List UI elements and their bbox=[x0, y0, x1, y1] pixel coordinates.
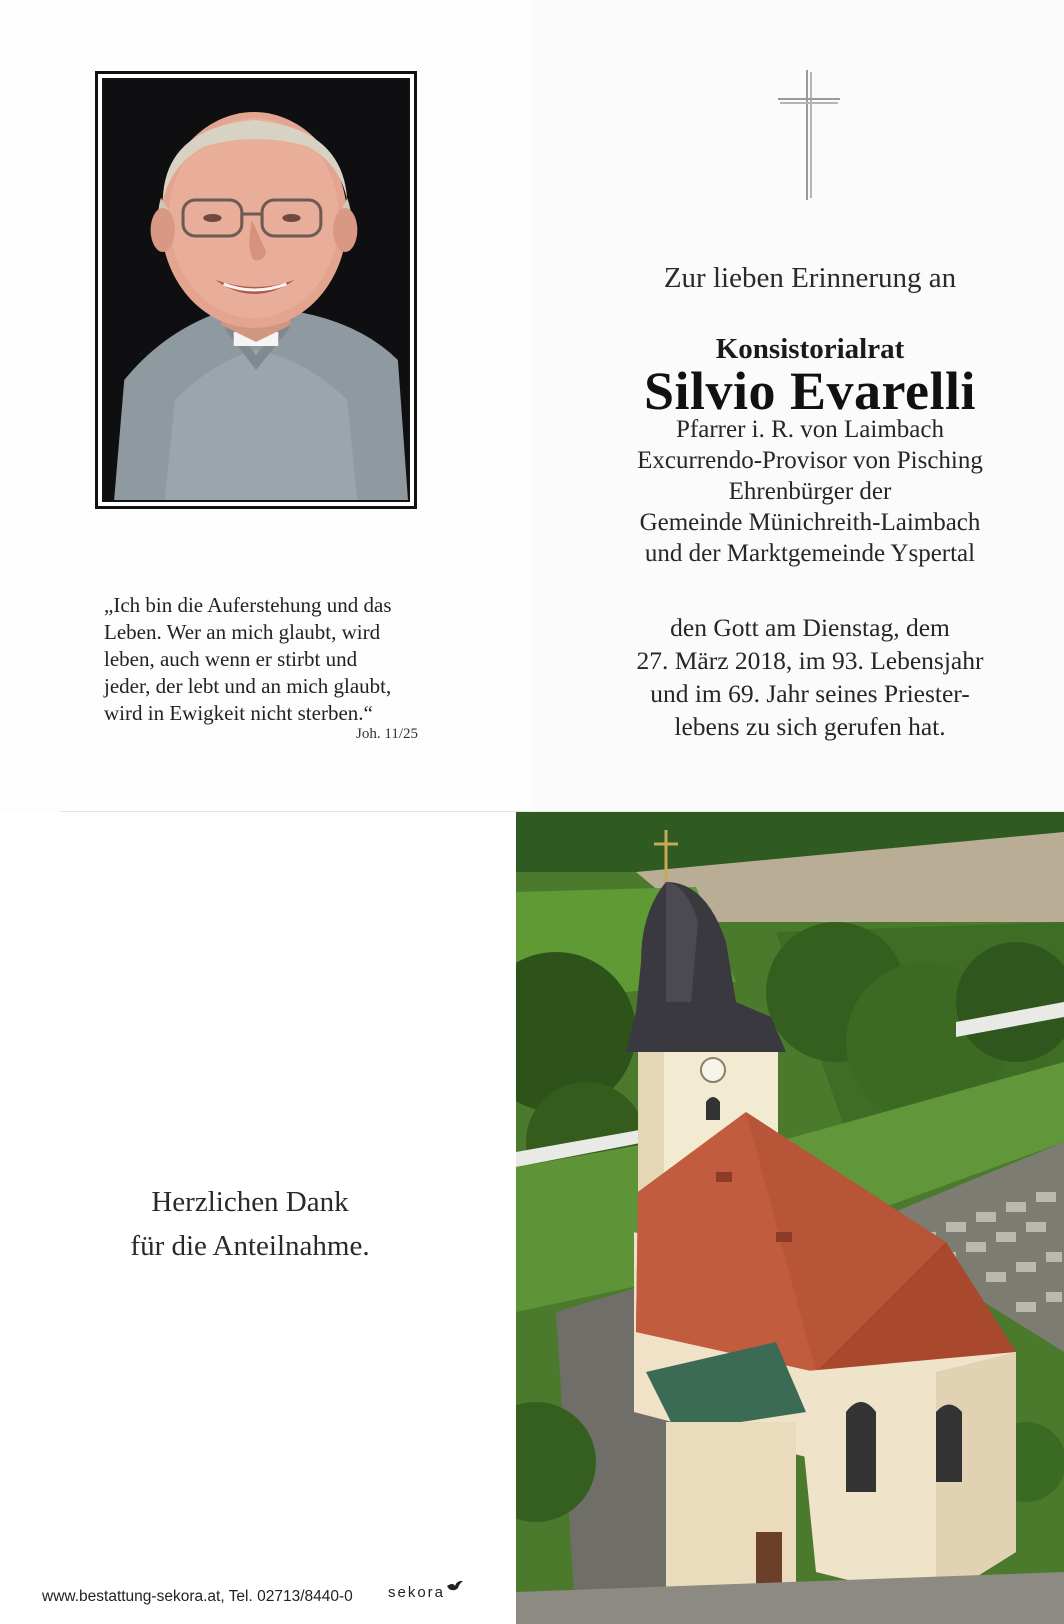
portrait-photo-frame bbox=[95, 71, 417, 509]
deceased-name: Silvio Evarelli bbox=[643, 361, 977, 421]
bible-quote bbox=[104, 592, 434, 727]
quote-reference: Joh. 11/25 bbox=[356, 726, 418, 742]
death-line: und im 69. Jahr seines Priester- bbox=[650, 679, 970, 708]
roles-list bbox=[560, 414, 1060, 569]
role-line: und der Marktgemeinde Yspertal bbox=[644, 540, 976, 567]
thanks-message bbox=[60, 1180, 440, 1268]
thanks-line: Herzlichen Dank bbox=[151, 1186, 349, 1218]
quote-line: leben, auch wenn er stirbt und bbox=[104, 647, 358, 671]
role-line: Ehrenbürger der bbox=[728, 478, 892, 505]
quote-line: wird in Ewigkeit nicht sterben.“ bbox=[104, 701, 373, 725]
role-line: Gemeinde Münichreith-Laimbach bbox=[639, 509, 981, 536]
bird-icon bbox=[447, 1580, 463, 1592]
sekora-logo: sekora bbox=[388, 1584, 446, 1601]
funeral-home-contact: www.bestattung-sekora.at, Tel. 02713/8440-0 bbox=[42, 1588, 353, 1605]
quote-line: jeder, der lebt und an mich glaubt, bbox=[104, 674, 392, 698]
death-line: 27. März 2018, im 93. Lebensjahr bbox=[636, 646, 984, 675]
church-aerial-photo bbox=[516, 812, 1064, 1624]
role-line: Excurrendo-Provisor von Pisching bbox=[637, 447, 983, 474]
quote-line: „Ich bin die Auferstehung und das bbox=[104, 593, 392, 617]
death-notice bbox=[560, 611, 1060, 743]
death-line: den Gott am Dienstag, dem bbox=[670, 613, 950, 642]
thanks-line: für die Anteilnahme. bbox=[130, 1230, 370, 1262]
memory-heading: Zur lieben Erinnerung an bbox=[663, 262, 957, 294]
honorary-title: Konsistorialrat bbox=[715, 333, 905, 365]
portrait-photo bbox=[102, 78, 410, 502]
quote-line: Leben. Wer an mich glaubt, wird bbox=[104, 620, 381, 644]
cross-icon bbox=[776, 70, 842, 200]
death-line: lebens zu sich gerufen hat. bbox=[674, 712, 946, 741]
role-line: Pfarrer i. R. von Laimbach bbox=[676, 416, 944, 443]
